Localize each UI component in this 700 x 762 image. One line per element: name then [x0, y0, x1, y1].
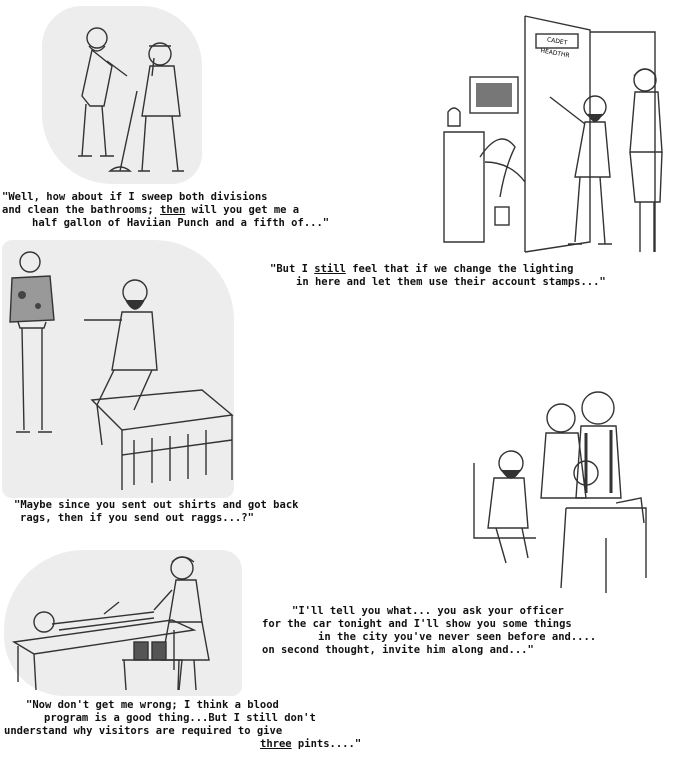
- caption-line: [270, 263, 606, 276]
- caption-text: and clean the bathrooms;: [2, 204, 161, 216]
- cartoon-lighting-caption: [270, 263, 606, 289]
- caption-text: for the car tonight and I'll show you some things: [262, 618, 572, 630]
- caption-text: on second thought, invite him along and...": [262, 644, 534, 656]
- caption-line: [2, 204, 329, 217]
- caption-emphasis: still: [314, 263, 346, 275]
- caption-line: [4, 725, 361, 738]
- cartoon-sweep-caption: [2, 191, 329, 230]
- caption-text: in the city you've never seen before and....: [318, 631, 597, 643]
- caption-line: [14, 512, 298, 525]
- caption-text: half gallon of Haviian Punch and a fifth of...": [32, 217, 330, 229]
- caption-text: "Now don't get me wrong; I think a blood: [26, 699, 279, 711]
- caption-text: will you get me a: [185, 204, 300, 216]
- caption-text: program is a good thing...But I still don't: [44, 712, 316, 724]
- caption-emphasis: three: [260, 738, 292, 750]
- caption-text: understand why visitors are required to give: [4, 725, 283, 737]
- caption-line: [262, 631, 596, 644]
- cartoon-officer-caption: [262, 605, 596, 657]
- caption-line: [4, 699, 361, 712]
- caption-text: "Maybe since you sent out shirts and got back: [14, 499, 299, 511]
- caption-line: [2, 217, 329, 230]
- cartoon-blood-caption: [4, 699, 361, 751]
- caption-line: [262, 644, 596, 657]
- caption-line: [270, 276, 606, 289]
- caption-text: "I'll tell you what... you ask your officer: [292, 605, 564, 617]
- caption-line: [262, 618, 596, 631]
- door-sign: CADET HEADTHR: [539, 36, 571, 60]
- cartoon-group-illustration: [466, 378, 656, 598]
- cartoon-blood-illustration: [4, 550, 242, 696]
- cartoon-sweep-illustration: [42, 6, 202, 184]
- caption-text: in here and let them use their account stamps...": [296, 276, 606, 288]
- caption-text: rags, then if you send out raggs...?": [20, 512, 254, 524]
- caption-line: [14, 499, 298, 512]
- caption-text: "But I: [270, 263, 315, 275]
- cartoon-shirts-caption: [14, 499, 298, 525]
- caption-text: feel that if we change the lighting: [345, 263, 574, 275]
- caption-emphasis: then: [160, 204, 186, 216]
- caption-text: "Well, how about if I sweep both divisions: [2, 191, 268, 203]
- caption-line: [262, 605, 596, 618]
- caption-line: [2, 191, 329, 204]
- caption-line: [4, 738, 361, 751]
- caption-line: [4, 712, 361, 725]
- caption-text: pints....": [291, 738, 362, 750]
- cartoon-shirt-illustration: [2, 240, 234, 498]
